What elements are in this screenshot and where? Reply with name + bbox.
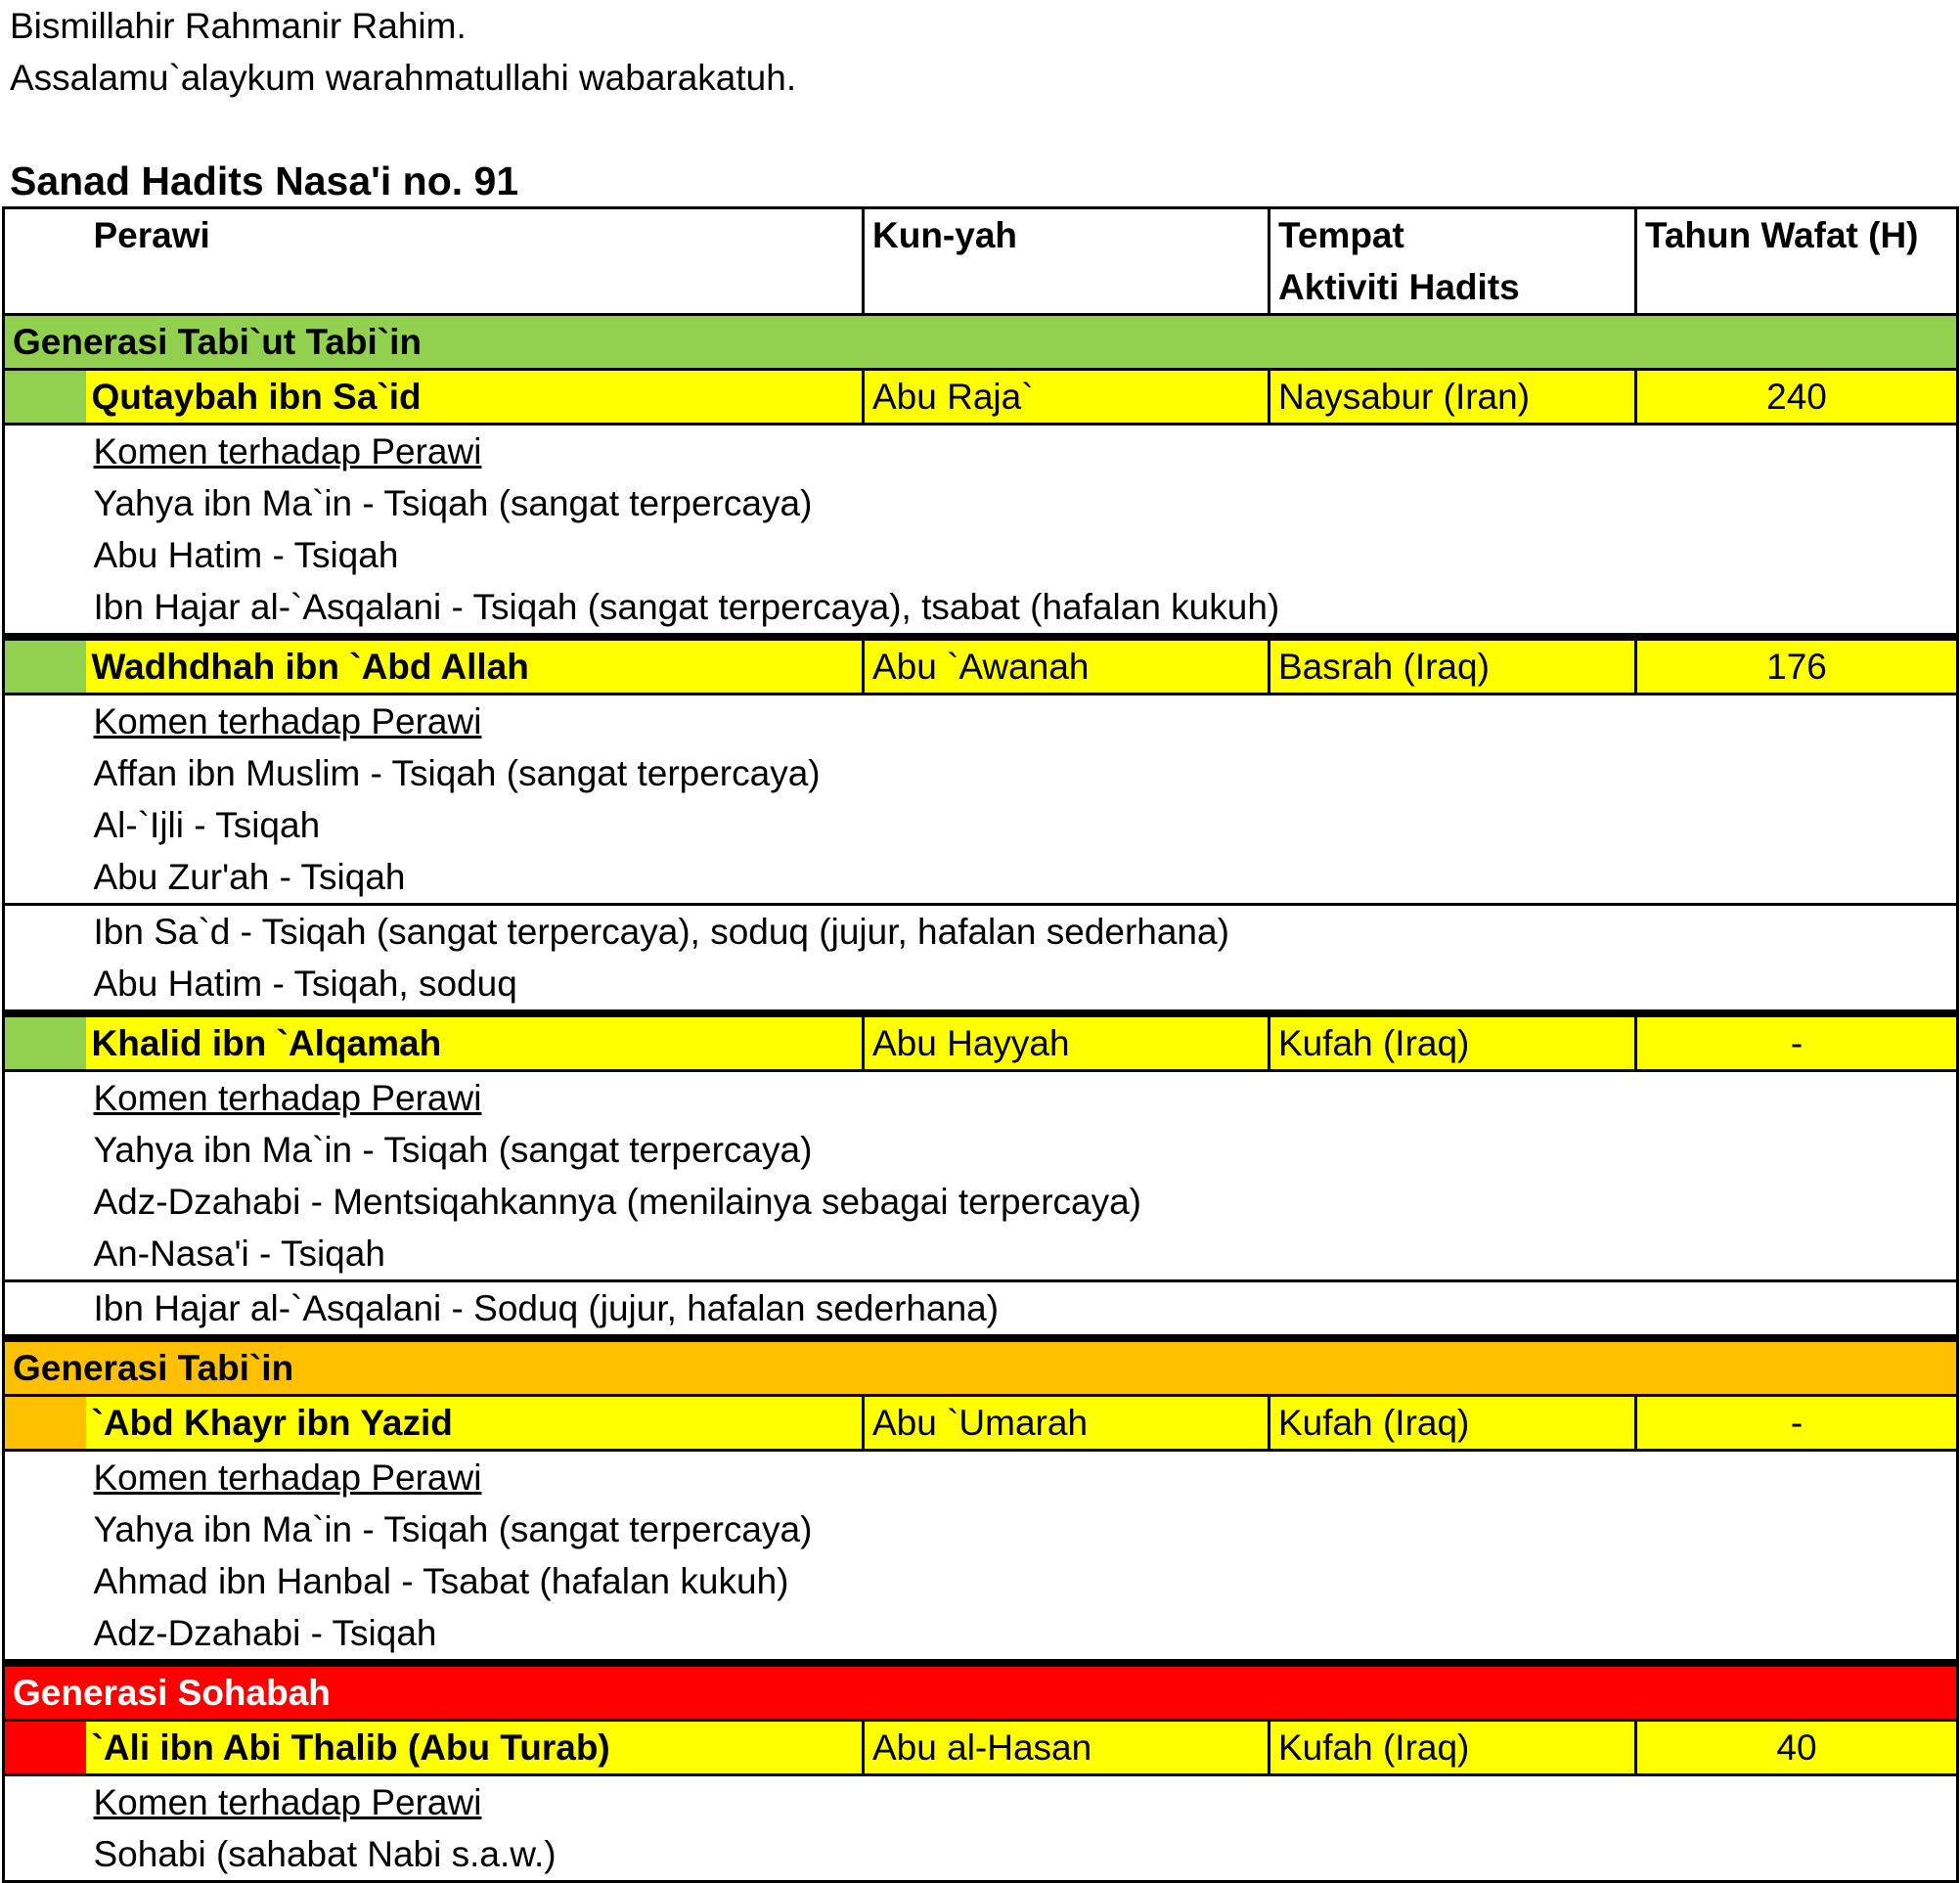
comment-text: Ibn Hajar al-`Asqalani - Tsiqah (sangat terpercaya), tsabat (hafalan kukuh) — [86, 581, 1958, 637]
narrator-kunyah: Abu Raja` — [864, 370, 1270, 425]
generation-marker — [4, 370, 86, 425]
comment-row — [4, 851, 1958, 905]
comment-row — [4, 747, 1958, 799]
generation-marker — [4, 1013, 86, 1071]
greeting — [10, 0, 796, 104]
narrator-row — [4, 637, 1958, 695]
comment-text: Adz-Dzahabi - Mentsiqahkannya (menilainya sebagai terpercaya) — [86, 1176, 1958, 1228]
comment-text: Ahmad ibn Hanbal - Tsabat (hafalan kukuh) — [86, 1555, 1958, 1607]
header-kunyah: Kun-yah — [864, 208, 1270, 315]
comment-row — [4, 477, 1958, 529]
narrator-tahun: 176 — [1636, 637, 1958, 695]
comment-text: Sohabi (sahabat Nabi s.a.w.) — [86, 1828, 1958, 1882]
generation-marker — [4, 637, 86, 695]
generation-label: Generasi Tabi`in — [4, 1338, 1958, 1396]
comment-heading: Komen terhadap Perawi — [86, 1071, 1958, 1125]
comment-text: Yahya ibn Ma`in - Tsiqah (sangat terpercaya) — [86, 1503, 1958, 1555]
generation-row — [4, 1663, 1958, 1721]
comment-row — [4, 1555, 1958, 1607]
generation-label: Generasi Tabi`ut Tabi`in — [4, 315, 1958, 370]
header-tahun: Tahun Wafat (H) — [1636, 208, 1958, 315]
generation-marker — [4, 1396, 86, 1451]
narrator-row — [4, 1721, 1958, 1775]
comment-row — [4, 1828, 1958, 1882]
generation-row — [4, 1338, 1958, 1396]
greeting-line-1: Bismillahir Rahmanir Rahim. — [10, 6, 467, 46]
header-perawi: Perawi — [86, 208, 864, 315]
comment-row — [4, 1503, 1958, 1555]
narrator-tahun: 40 — [1636, 1721, 1958, 1775]
comment-text: Affan ibn Muslim - Tsiqah (sangat terpercaya) — [86, 747, 1958, 799]
narrator-name: Khalid ibn `Alqamah — [86, 1013, 864, 1071]
comment-heading-row — [4, 425, 1958, 478]
comment-row — [4, 1607, 1958, 1663]
comment-row — [4, 799, 1958, 851]
comment-text: An-Nasa'i - Tsiqah — [86, 1228, 1958, 1281]
comment-heading-row — [4, 1451, 1958, 1504]
narrator-tahun: - — [1636, 1013, 1958, 1071]
narrator-kunyah: Abu Hayyah — [864, 1013, 1270, 1071]
narrator-name: `Abd Khayr ibn Yazid — [86, 1396, 864, 1451]
comment-text: Yahya ibn Ma`in - Tsiqah (sangat terpercaya) — [86, 1124, 1958, 1176]
header-marker-cell — [4, 208, 86, 315]
generation-marker — [4, 1721, 86, 1775]
comment-heading-row — [4, 1071, 1958, 1125]
narrator-name: Wadhdhah ibn `Abd Allah — [86, 637, 864, 695]
narrator-tahun: - — [1636, 1396, 1958, 1451]
comment-row — [4, 958, 1958, 1013]
comment-text: Abu Hatim - Tsiqah, soduq — [86, 958, 1958, 1013]
narrator-tempat: Kufah (Iraq) — [1270, 1013, 1636, 1071]
comment-text: Yahya ibn Ma`in - Tsiqah (sangat terpercaya) — [86, 477, 1958, 529]
comment-row — [4, 1228, 1958, 1281]
narrator-tempat: Naysabur (Iran) — [1270, 370, 1636, 425]
header-tempat-line1: Tempat — [1278, 215, 1404, 255]
page-title: Sanad Hadits Nasa'i no. 91 — [10, 158, 519, 203]
narrator-tempat: Kufah (Iraq) — [1270, 1721, 1636, 1775]
header-tempat-line2: Aktiviti Hadits — [1278, 267, 1520, 307]
comment-text: Abu Zur'ah - Tsiqah — [86, 851, 1958, 905]
comment-row — [4, 529, 1958, 581]
narrator-kunyah: Abu `Umarah — [864, 1396, 1270, 1451]
generation-row — [4, 315, 1958, 370]
comment-row — [4, 1124, 1958, 1176]
narrator-name: Qutaybah ibn Sa`id — [86, 370, 864, 425]
comment-heading: Komen terhadap Perawi — [86, 1451, 1958, 1504]
narrator-kunyah: Abu al-Hasan — [864, 1721, 1270, 1775]
comment-text: Ibn Sa`d - Tsiqah (sangat terpercaya), soduq (jujur, hafalan sederhana) — [86, 905, 1958, 959]
narrator-name: `Ali ibn Abi Thalib (Abu Turab) — [86, 1721, 864, 1775]
comment-text: Abu Hatim - Tsiqah — [86, 529, 1958, 581]
comment-row — [4, 1281, 1958, 1339]
narrator-tempat: Basrah (Iraq) — [1270, 637, 1636, 695]
generation-label: Generasi Sohabah — [4, 1663, 1958, 1721]
comment-text: Ibn Hajar al-`Asqalani - Soduq (jujur, hafalan sederhana) — [86, 1281, 1958, 1339]
narrator-row — [4, 1013, 1958, 1071]
narrator-kunyah: Abu `Awanah — [864, 637, 1270, 695]
table-header-row — [4, 208, 1958, 315]
header-tempat — [1270, 208, 1636, 315]
narrator-tempat: Kufah (Iraq) — [1270, 1396, 1636, 1451]
comment-row — [4, 905, 1958, 959]
comment-heading: Komen terhadap Perawi — [86, 695, 1958, 748]
comment-row — [4, 581, 1958, 637]
comment-row — [4, 1176, 1958, 1228]
sanad-table — [2, 206, 1959, 1883]
narrator-tahun: 240 — [1636, 370, 1958, 425]
comment-heading: Komen terhadap Perawi — [86, 1775, 1958, 1829]
comment-heading-row — [4, 1775, 1958, 1829]
comment-text: Adz-Dzahabi - Tsiqah — [86, 1607, 1958, 1663]
greeting-line-2: Assalamu`alaykum warahmatullahi wabarakatuh. — [10, 58, 797, 98]
narrator-row — [4, 370, 1958, 425]
comment-heading-row — [4, 695, 1958, 748]
comment-heading: Komen terhadap Perawi — [86, 425, 1958, 478]
narrator-row — [4, 1396, 1958, 1451]
comment-text: Al-`Ijli - Tsiqah — [86, 799, 1958, 851]
